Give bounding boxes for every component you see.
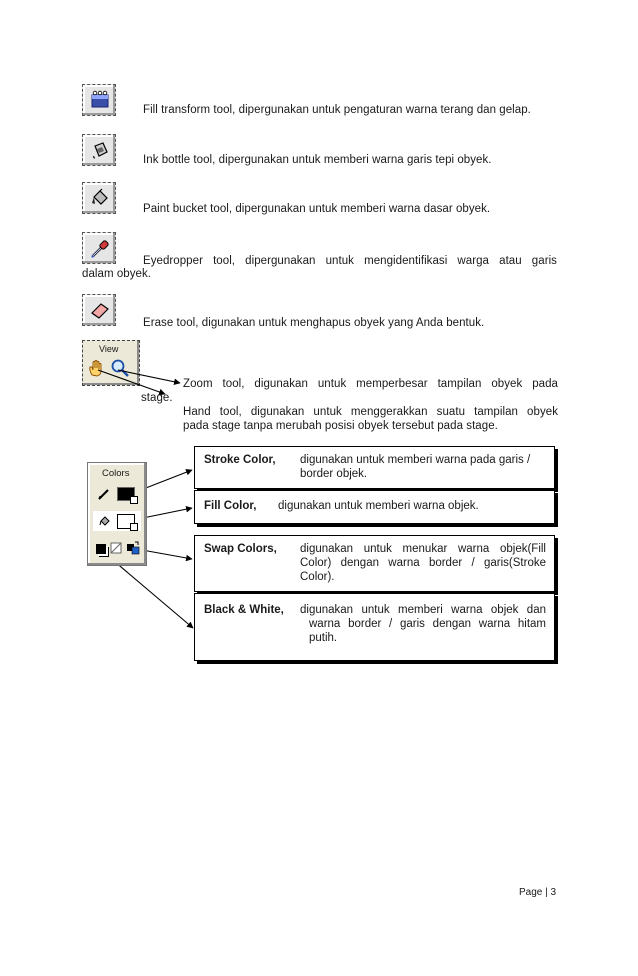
zoom-description-line2: stage. — [141, 392, 173, 404]
black-white-term: Black & White, — [204, 604, 284, 616]
eyedropper-description-line2: dalam obyek. — [82, 268, 151, 280]
stroke-color-term: Stroke Color, — [204, 454, 276, 466]
swap-colors-def-line2: Color) dengan warna border / garis(Stroke — [300, 557, 546, 569]
swap-colors-def-line1: digunakan untuk menukar warna objek(Fill — [300, 543, 546, 555]
hand-description-line1: Hand tool, digunakan untuk menggerakkan suatu tampilan obyek — [183, 406, 558, 418]
black-white-icon[interactable] — [96, 544, 106, 554]
paint-bucket-description: Paint bucket tool, dipergunakan untuk memberi warna dasar obyek. — [143, 203, 491, 215]
page-number: Page | 3 — [519, 887, 557, 898]
black-white-def-line3: putih. — [309, 632, 338, 644]
black-white-def-line2: warna border / garis dengan warna hitam — [309, 618, 546, 630]
swap-colors-icon[interactable] — [126, 541, 140, 555]
no-color-icon[interactable] — [110, 542, 122, 554]
paint-bucket-small-icon — [98, 514, 112, 528]
fill-color-box — [194, 490, 555, 524]
colors-panel — [87, 462, 147, 566]
eraser-description: Erase tool, digunakan untuk menghapus obyek yang Anda bentuk. — [143, 317, 485, 329]
black-white-def-line1: digunakan untuk memberi warna objek dan — [300, 604, 546, 616]
fill-color-term: Fill Color, — [204, 500, 257, 512]
swap-colors-box — [194, 535, 555, 592]
zoom-description-line1: Zoom tool, digunakan untuk memperbesar tampilan obyek pada — [183, 378, 558, 390]
stroke-color-box — [194, 446, 555, 489]
view-panel-title: View — [99, 344, 119, 354]
fill-color-dropdown-icon[interactable] — [130, 523, 138, 531]
stroke-color-def-line2: border objek. — [300, 468, 368, 480]
stroke-color-def-line1: digunakan untuk memberi warna pada garis / — [300, 454, 531, 466]
swap-colors-term: Swap Colors, — [204, 543, 277, 555]
pencil-icon — [97, 487, 111, 501]
colors-panel-title: Colors — [102, 468, 130, 479]
black-white-box — [194, 593, 555, 661]
swap-colors-def-line3: Color). — [300, 571, 335, 583]
eyedropper-description-line1: Eyedropper tool, dipergunakan untuk mengidentifikasi warga atau garis — [143, 255, 557, 267]
hand-description-line2: pada stage tanpa merubah posisi obyek tersebut pada stage. — [183, 420, 498, 432]
stroke-color-dropdown-icon[interactable] — [130, 496, 138, 504]
ink-bottle-description: Ink bottle tool, dipergunakan untuk memberi warna garis tepi obyek. — [143, 154, 492, 166]
fill-transform-description: Fill transform tool, dipergunakan untuk pengaturan warna terang dan gelap. — [143, 104, 531, 116]
fill-color-def-line1: digunakan untuk memberi warna objek. — [278, 500, 479, 512]
